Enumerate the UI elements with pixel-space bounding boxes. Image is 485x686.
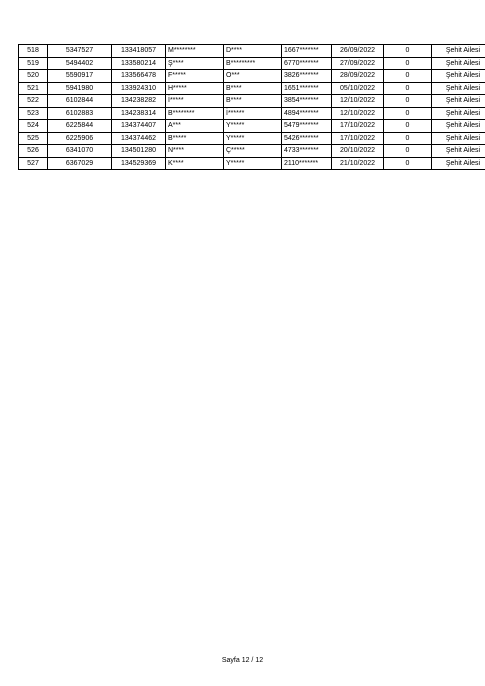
- cell-first-name-masked: A***: [166, 120, 224, 133]
- cell-id-number-masked: 3854*******: [282, 95, 332, 108]
- table-row: [19, 45, 485, 58]
- cell-amount: 0: [384, 70, 432, 83]
- cell-amount: 0: [384, 145, 432, 158]
- table-row: [19, 107, 485, 120]
- table-row: [19, 70, 485, 83]
- cell-last-name-masked: Y*****: [224, 157, 282, 170]
- cell-category: Şehit Ailesi: [432, 70, 485, 83]
- cell-record-id: 6341070: [48, 145, 112, 158]
- cell-date: 12/10/2022: [332, 107, 384, 120]
- cell-date: 05/10/2022: [332, 82, 384, 95]
- cell-row-number: 518: [19, 45, 48, 58]
- cell-row-number: 520: [19, 70, 48, 83]
- cell-category: Şehit Ailesi: [432, 107, 485, 120]
- cell-date: 28/09/2022: [332, 70, 384, 83]
- cell-first-name-masked: M********: [166, 45, 224, 58]
- cell-last-name-masked: D****: [224, 45, 282, 58]
- cell-category: Şehit Ailesi: [432, 120, 485, 133]
- cell-row-number: 527: [19, 157, 48, 170]
- cell-record-id: 6225844: [48, 120, 112, 133]
- page-number: Sayfa 12 / 12: [221, 657, 264, 664]
- cell-record-id: 5347527: [48, 45, 112, 58]
- cell-first-name-masked: F*****: [166, 70, 224, 83]
- cell-date: 20/10/2022: [332, 145, 384, 158]
- cell-amount: 0: [384, 132, 432, 145]
- cell-amount: 0: [384, 45, 432, 58]
- cell-id-number-masked: 1667*******: [282, 45, 332, 58]
- table-row: [19, 95, 485, 108]
- cell-first-name-masked: Ş****: [166, 57, 224, 70]
- cell-row-number: 524: [19, 120, 48, 133]
- cell-last-name-masked: Ç*****: [224, 145, 282, 158]
- cell-last-name-masked: İ******: [224, 107, 282, 120]
- cell-last-name-masked: B****: [224, 82, 282, 95]
- table-row: [19, 82, 485, 95]
- cell-amount: 0: [384, 82, 432, 95]
- cell-record-id: 5941980: [48, 82, 112, 95]
- cell-reference-number: 134374407: [112, 120, 166, 133]
- cell-category: Şehit Ailesi: [432, 132, 485, 145]
- cell-first-name-masked: B*****: [166, 132, 224, 145]
- table-row: [19, 157, 485, 170]
- table-row: [19, 57, 485, 70]
- cell-reference-number: 133580214: [112, 57, 166, 70]
- table-body: [19, 45, 485, 170]
- cell-id-number-masked: 5426*******: [282, 132, 332, 145]
- cell-row-number: 522: [19, 95, 48, 108]
- cell-first-name-masked: N****: [166, 145, 224, 158]
- cell-date: 26/09/2022: [332, 45, 384, 58]
- cell-amount: 0: [384, 107, 432, 120]
- cell-last-name-masked: B****: [224, 95, 282, 108]
- cell-id-number-masked: 5479*******: [282, 120, 332, 133]
- cell-record-id: 5590917: [48, 70, 112, 83]
- cell-category: Şehit Ailesi: [432, 95, 485, 108]
- cell-reference-number: 133924310: [112, 82, 166, 95]
- cell-record-id: 6102883: [48, 107, 112, 120]
- cell-id-number-masked: 2110*******: [282, 157, 332, 170]
- cell-amount: 0: [384, 120, 432, 133]
- cell-last-name-masked: B*********: [224, 57, 282, 70]
- cell-amount: 0: [384, 157, 432, 170]
- cell-date: 17/10/2022: [332, 132, 384, 145]
- cell-record-id: 6102844: [48, 95, 112, 108]
- cell-reference-number: 134529369: [112, 157, 166, 170]
- cell-category: Şehit Ailesi: [432, 157, 485, 170]
- cell-row-number: 521: [19, 82, 48, 95]
- cell-first-name-masked: İ*****: [166, 95, 224, 108]
- table-row: [19, 132, 485, 145]
- table-row: [19, 120, 485, 133]
- cell-date: 27/09/2022: [332, 57, 384, 70]
- cell-id-number-masked: 1651*******: [282, 82, 332, 95]
- cell-reference-number: 133566478: [112, 70, 166, 83]
- cell-last-name-masked: Y*****: [224, 132, 282, 145]
- cell-reference-number: 134374462: [112, 132, 166, 145]
- cell-first-name-masked: B********: [166, 107, 224, 120]
- cell-last-name-masked: Y*****: [224, 120, 282, 133]
- cell-category: Şehit Ailesi: [432, 82, 485, 95]
- table-row: [19, 145, 485, 158]
- cell-record-id: 6225906: [48, 132, 112, 145]
- cell-row-number: 519: [19, 57, 48, 70]
- cell-category: Şehit Ailesi: [432, 145, 485, 158]
- cell-last-name-masked: O***: [224, 70, 282, 83]
- cell-id-number-masked: 4894*******: [282, 107, 332, 120]
- cell-row-number: 526: [19, 145, 48, 158]
- cell-first-name-masked: K****: [166, 157, 224, 170]
- cell-id-number-masked: 6770*******: [282, 57, 332, 70]
- cell-reference-number: 134501280: [112, 145, 166, 158]
- cell-id-number-masked: 4733*******: [282, 145, 332, 158]
- cell-reference-number: 133418057: [112, 45, 166, 58]
- cell-category: Şehit Ailesi: [432, 57, 485, 70]
- data-table: [18, 44, 485, 170]
- cell-date: 17/10/2022: [332, 120, 384, 133]
- cell-date: 21/10/2022: [332, 157, 384, 170]
- cell-date: 12/10/2022: [332, 95, 384, 108]
- cell-row-number: 525: [19, 132, 48, 145]
- cell-first-name-masked: H*****: [166, 82, 224, 95]
- cell-record-id: 5494402: [48, 57, 112, 70]
- cell-reference-number: 134238282: [112, 95, 166, 108]
- cell-id-number-masked: 3826*******: [282, 70, 332, 83]
- cell-amount: 0: [384, 57, 432, 70]
- cell-row-number: 523: [19, 107, 48, 120]
- cell-category: Şehit Ailesi: [432, 45, 485, 58]
- cell-record-id: 6367029: [48, 157, 112, 170]
- cell-reference-number: 134238314: [112, 107, 166, 120]
- cell-amount: 0: [384, 95, 432, 108]
